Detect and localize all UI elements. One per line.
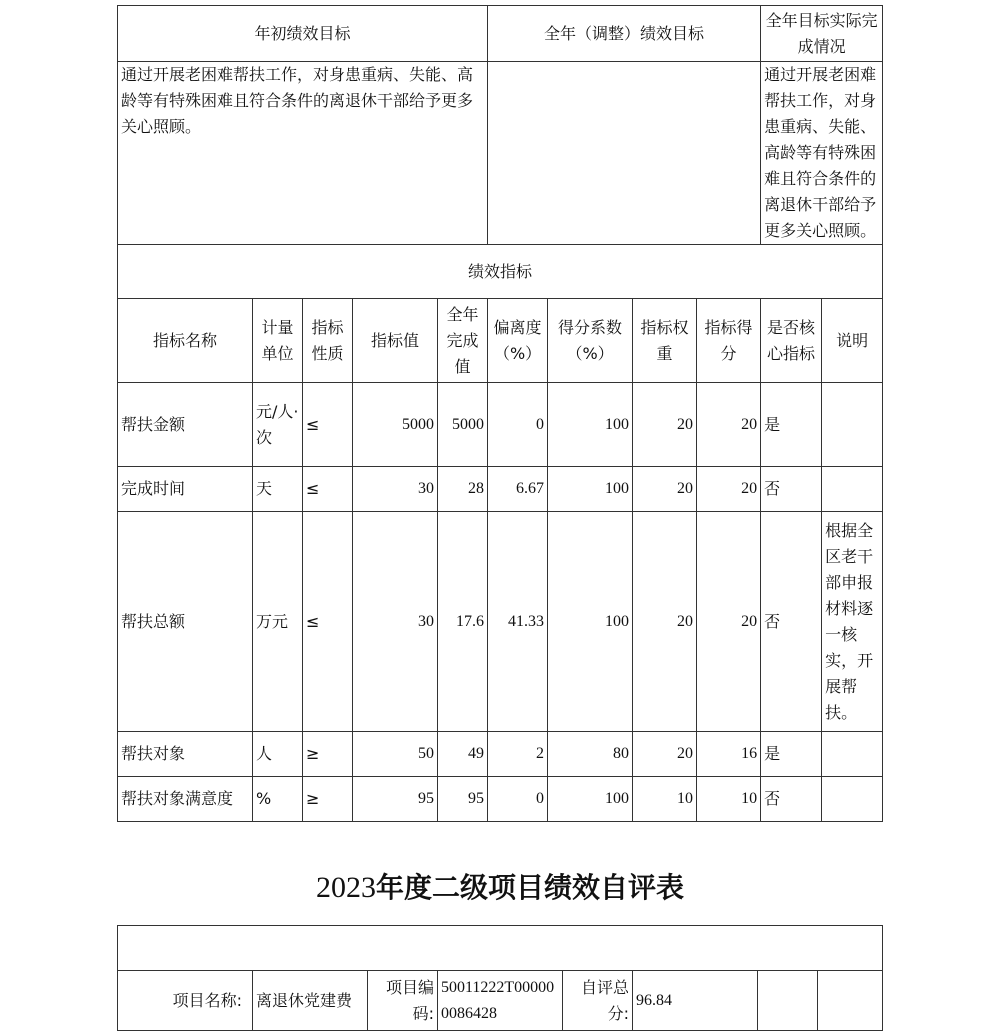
indicator-weight: 20 — [633, 467, 697, 512]
indicator-name: 帮扶金额 — [118, 383, 253, 467]
col-header-deviation: 偏离度（%） — [488, 299, 548, 383]
header-initial-goal: 年初绩效目标 — [118, 6, 488, 62]
indicator-deviation: 0 — [488, 777, 548, 822]
indicator-note — [822, 732, 883, 777]
indicator-coef: 100 — [548, 512, 633, 732]
indicator-weight: 20 — [633, 512, 697, 732]
indicator-name: 帮扶对象满意度 — [118, 777, 253, 822]
indicator-actual: 28 — [438, 467, 488, 512]
indicator-unit: 元/人·次 — [253, 383, 303, 467]
blank-header-cell — [118, 926, 883, 971]
project-info-table — [117, 925, 883, 1031]
indicator-coef: 100 — [548, 467, 633, 512]
indicator-score: 20 — [697, 383, 761, 467]
indicator-target: 5000 — [353, 383, 438, 467]
title-year: 2023 — [315, 871, 376, 904]
indicator-actual: 49 — [438, 732, 488, 777]
indicator-deviation: 2 — [488, 732, 548, 777]
col-header-target: 指标值 — [353, 299, 438, 383]
project-name-value: 离退休党建费 — [253, 971, 368, 1031]
indicator-actual: 17.6 — [438, 512, 488, 732]
indicator-unit: % — [253, 777, 303, 822]
self-score-value: 96.84 — [633, 971, 758, 1031]
performance-table — [117, 5, 883, 822]
indicator-nature: ≤ — [303, 383, 353, 467]
indicator-nature: ≤ — [303, 467, 353, 512]
col-header-note: 说明 — [822, 299, 883, 383]
indicator-name: 帮扶总额 — [118, 512, 253, 732]
col-header-unit: 计量单位 — [253, 299, 303, 383]
indicator-weight: 10 — [633, 777, 697, 822]
table-row — [118, 732, 883, 777]
indicator-target: 95 — [353, 777, 438, 822]
indicators-header-row — [118, 299, 883, 383]
indicator-core: 否 — [761, 467, 822, 512]
table-row — [118, 777, 883, 822]
indicator-name: 帮扶对象 — [118, 732, 253, 777]
indicator-nature: ≤ — [303, 512, 353, 732]
actual-goal-text: 通过开展老困难帮扶工作，对身患重病、失能、高龄等有特殊困难且符合条件的离退休干部给予更多关心照顾。 — [761, 62, 883, 245]
indicator-note — [822, 467, 883, 512]
col-header-nature: 指标性质 — [303, 299, 353, 383]
indicator-score: 10 — [697, 777, 761, 822]
indicator-weight: 20 — [633, 732, 697, 777]
indicator-nature: ≥ — [303, 777, 353, 822]
indicator-target: 30 — [353, 467, 438, 512]
indicator-nature: ≥ — [303, 732, 353, 777]
indicators-section-title: 绩效指标 — [118, 245, 883, 299]
table-row — [118, 383, 883, 467]
col-header-name: 指标名称 — [118, 299, 253, 383]
project-code-value: 50011222T000000086428 — [438, 971, 563, 1031]
indicator-actual: 95 — [438, 777, 488, 822]
project-name-label: 项目名称: — [118, 971, 253, 1031]
initial-goal-text: 通过开展老困难帮扶工作，对身患重病、失能、高龄等有特殊困难且符合条件的离退休干部给予更多关心照顾。 — [118, 62, 488, 245]
title-text: 年度二级项目绩效自评表 — [375, 871, 684, 904]
col-header-weight: 指标权重 — [633, 299, 697, 383]
indicator-coef: 100 — [548, 383, 633, 467]
indicator-note: 根据全区老干部申报材料逐一核实，开展帮扶。 — [822, 512, 883, 732]
indicator-core: 是 — [761, 383, 822, 467]
indicator-unit: 天 — [253, 467, 303, 512]
indicator-deviation: 0 — [488, 383, 548, 467]
indicator-weight: 20 — [633, 383, 697, 467]
self-score-label: 自评总分: — [563, 971, 633, 1031]
indicator-core: 是 — [761, 732, 822, 777]
indicator-coef: 100 — [548, 777, 633, 822]
indicator-score: 20 — [697, 467, 761, 512]
indicator-core: 否 — [761, 777, 822, 822]
indicator-note — [822, 383, 883, 467]
adjusted-goal-text — [488, 62, 761, 245]
indicator-deviation: 6.67 — [488, 467, 548, 512]
indicator-score: 16 — [697, 732, 761, 777]
indicator-unit: 万元 — [253, 512, 303, 732]
indicator-core: 否 — [761, 512, 822, 732]
page-title — [0, 868, 1000, 908]
indicator-name: 完成时间 — [118, 467, 253, 512]
indicator-deviation: 41.33 — [488, 512, 548, 732]
indicator-actual: 5000 — [438, 383, 488, 467]
indicator-score: 20 — [697, 512, 761, 732]
indicator-coef: 80 — [548, 732, 633, 777]
col-header-core: 是否核心指标 — [761, 299, 822, 383]
table-row — [118, 467, 883, 512]
indicator-note — [822, 777, 883, 822]
table-row — [118, 512, 883, 732]
project-code-label: 项目编码: — [368, 971, 438, 1031]
blank-cell — [758, 971, 818, 1031]
indicator-target: 30 — [353, 512, 438, 732]
col-header-coef: 得分系数（%） — [548, 299, 633, 383]
col-header-actual: 全年完成值 — [438, 299, 488, 383]
header-actual-goal: 全年目标实际完成情况 — [761, 6, 883, 62]
header-adjusted-goal: 全年（调整）绩效目标 — [488, 6, 761, 62]
indicator-unit: 人 — [253, 732, 303, 777]
blank-cell — [818, 971, 883, 1031]
col-header-score: 指标得分 — [697, 299, 761, 383]
indicator-target: 50 — [353, 732, 438, 777]
